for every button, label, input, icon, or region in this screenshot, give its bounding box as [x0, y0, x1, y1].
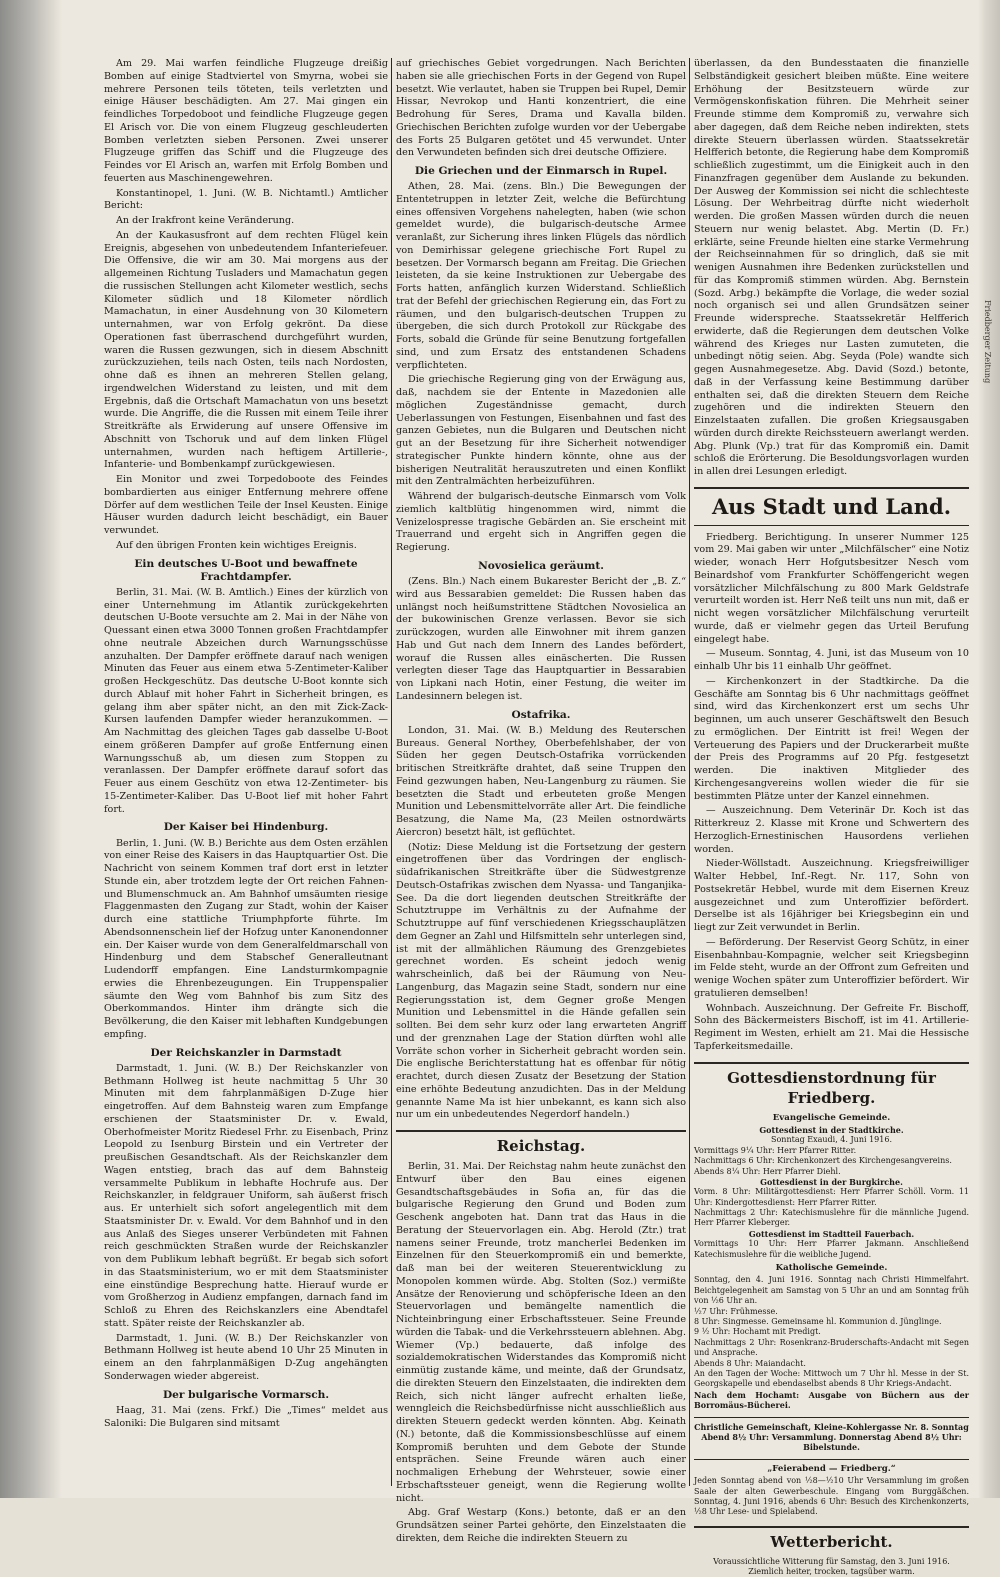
headline-kaiser: Der Kaiser bei Hindenburg. [163, 821, 329, 834]
article-paragraph: überlassen, da den Bundesstaaten die finanzielle Selbständigkeit gesichert bleiben müßte. Eine weitere Erhöhung der Besitzsteuern würde zur Vermögenskonfiskation führen. Die Mehrheit seiner Freunde stimme dem Kompromiß zu, verwahre sich aber dagegen, daß dem Reiche neben indirekten, stets direkte Steuern überlassen würden. Staatssekretär Helfferich betonte, die Regierung habe dem Kompromiß schließlich zugestimmt, um die Einigkeit auch in den Finanzfragen gegenüber dem Auslande zu bekunden. Der Ausweg der Kommission sei nicht die schlechteste Lösung. Der Wehrbeitrag dürfte nicht wiederholt werden. Die großen Massen würden durch die neuen Steuern nur wenig belastet. Abg. Mertin (D. Fr.) erklärte, seine Freunde hielten eine starke Vermehrung der Reichseinnahmen für so dringlich, daß sie mit wenigen Ausnahmen ihre Bedenken zurückstellen und für das Kompromiß stimmen würden. Abg. Bernstein (Sozd. Arbg.) bekämpfte die Vorlage, die weder sozial noch organisch sei und allen Grundsätzen seiner Freunde widerspreche. Staatssekretär Helfferich erwiderte, daß die Regierungen dem deutschen Volke während des Krieges nur Lasten zumuteten, die unbedingt nötig seien. Abg. Seyda (Pole) wandte sich gegen Ausnahmegesetze. Abg. David (Sozd.) betonte, daß in der Verfassung keine Bestimmung darüber enthalten sei, daß die direkten Steuern dem Reiche zugehören und die indirekten Steuern den Einzelstaaten zufallen. Die großen Kriegsausgaben würden durch direkte Reichssteuern awerlangt werden. Abg. Plunk (Vp.) trat für das Kompromiß ein. Damit schloß die Erörterung. Die Besoldungsvorlagen wurden in allen drei Lesungen erledigt. [694, 58, 969, 477]
headline-reichstag: Reichstag. [396, 1130, 686, 1157]
section-heading-gottesdienst: Gottesdienstordnung für Friedberg. [694, 1062, 969, 1109]
service-line: Vormittags 9¼ Uhr: Herr Pfarrer Ritter. [694, 1145, 857, 1155]
article-paragraph: Nieder-Wöllstadt. Auszeichnung. Kriegsfreiwilliger Walter Hebbel, Inf.-Regt. Nr. 117, Sohn von Postsekretär Hebbel, wurde mit dem Eisernen Kreuz ausgezeichnet und zum Unteroffizier befördert. Derselbe ist als 16jähriger bei Kriegsbeginn ein und liegt zur Zeit verwundet in Berlin. [694, 858, 969, 934]
divider [694, 1417, 969, 1418]
article-paragraph: Abg. Graf Westarp (Kons.) betonte, daß er an den Grundsätzen seiner Partei gehörte, den Einzelstaaten die direkten, dem Reiche die indirekten Steuern zu [396, 1507, 686, 1544]
column-left [104, 58, 388, 1488]
service-line: Gottesdienst in der Burgkirche. [760, 1176, 903, 1187]
headline-ostafrika: Ostafrika. [511, 708, 571, 721]
weather-line: Voraussichtliche Witterung für Samstag, den 3. Juni 1916. [713, 1556, 950, 1566]
headline-novosielica: Novosielica geräumt. [478, 559, 604, 572]
article-paragraph: Berlin, 1. Juni. (W. B.) Berichte aus dem Osten erzählen von einer Reise des Kaisers in das Hauptquartier Ost. Die Nachricht von seinem Kommen traf dort erst in letzter Stunde ein, aber trotzdem legte der Ort reichen Fahnen- und Blumenschmuck an. Am Bahnhof umsäumten riesige Flaggenmasten den Zugang zur Stadt, wohin der Kaiser durch eine stattliche Triumphpforte führte. Im Abendsonnenschein lief der Hofzug unter Kanonendonner ein. Der Kaiser wurde von dem Generalfeldmarschall von Hindenburg und dem Stabschef Generalleutnant Ludendorff empfangen. Eine Landsturmkompagnie erwies die Ehrenbezeugungen. Ein Truppenspalier säumte den Weg vom Bahnhof bis zum Sitz des Oberkommandos. Hinter ihm drängte sich die Bevölkerung, die den Kaiser mit lebhaften Kundgebungen empfing. [104, 837, 388, 1040]
notice-christliche-gemeinschaft: Christliche Gemeinschaft, Kleine-Kohlergasse Nr. 8. Sonntag Abend 8½ Uhr: Versammlung. Donnerstag Abend 8½ Uhr: Bibelstunde. [694, 1421, 969, 1453]
column-middle [396, 58, 686, 1544]
column-right [694, 58, 969, 1577]
service-line: Vormittags 10 Uhr: Herr Pfarrer Jakmann. Anschließend Katechismuslehre für die weibliche Jugend. [694, 1239, 969, 1259]
article-paragraph: (Zens. Bln.) Nach einem Bukarester Bericht der „B. Z.“ wird aus Bessarabien gemeldet: Die Russen haben das unlängst noch heißumstrittene Städtchen Novosielica an der bukowinischen Grenze verlassen. Bevor sie sich zurückzogen, wurden alle Einwohner mit ihrem ganzen Hab und Gut nach dem Innern des Landes befördert, worauf die Russen alles einäscherten. Die Russen verlegten dieser Tage das Hauptquartier in Bessarabien von Lipkani nach Hotin, einer Festung, die weiter im Landesinnern belegen ist. [396, 576, 686, 702]
article-paragraph: An der Irakfront keine Veränderung. [116, 215, 295, 226]
notice-feierabend: Jeden Sonntag abend von ½8—½10 Uhr Versammlung im großen Saale der alten Gewerbeschule. Eingang vom Burggäßchen. Sonntag, 4. Juni 1916, abends 6 Uhr: Besuch des Kirchenkonzerts, ½8 Uhr Lese- und Spielabend. [694, 1476, 969, 1517]
article-paragraph: Die griechische Regierung ging von der Erwägung aus, daß, nachdem sie der Entente in Mazedonien alle möglichen Zugeständnisse gemacht, durch Ueberlassungen von Festungen, Eisenbahnen und fast des ganzen Gebietes, nun die Bulgaren und Deutschen nicht gut an der Besetzung für ihre Sicherheit notwendiger strategischer Punkte hindern könnte, ohne aus der bisherigen Neutralität herauszutreten und einen Konflikt mit den Zentralmächten herbeizuführen. [396, 374, 686, 488]
article-paragraph: Auf den übrigen Fronten kein wichtiges Ereignis. [116, 539, 357, 551]
service-line: Gottesdienst in der Stadtkirche. [759, 1124, 904, 1135]
service-line: Gottesdienst im Stadtteil Fauerbach. [748, 1228, 915, 1239]
service-line: Abends 8 Uhr: Maiandacht. [694, 1358, 806, 1368]
article-paragraph: Athen, 28. Mai. (zens. Bln.) Die Bewegungen der Ententetruppen in letzter Zeit, welche die Befürchtung eines offensiven Vorgehens nahelegten, haben (wie schon gemeldet wurde), die bulgarisch-deutsche Armee veranlaßt, zur Sicherung ihres linken Flügels das nördlich von Demirhissar gelegene griechische Fort Rupel zu besetzen. Der Vormarsch begann am Freitag. Die Griechen leisteten, da sie keine Instruktionen zur Uebergabe des Forts hatten, anfänglich kurzen Widerstand. Schließlich trat der Befehl der griechischen Regierung ein, das Fort zu räumen, und den bulgarisch-deutschen Truppen zu übergeben, die sich durch Protokoll zur Rückgabe des Forts, sobald die Gründe für seine Benutzung fortgefallen sind, und zum Ersatz des entstandenen Schadens verpflichteten. [396, 181, 686, 371]
section-heading-stadt-land: Aus Stadt und Land. [694, 487, 969, 526]
headline-rupel: Die Griechen und der Einmarsch in Rupel. [414, 165, 668, 177]
headline-uboot: Ein deutsches U-Boot und bewaffnete Frachtdampfer. [134, 557, 358, 583]
article-paragraph: Ein Monitor und zwei Torpedoboote des Feindes bombardierten aus einiger Entfernung mehrere offene Dörfer auf dem westlichen Teile der Insel Keusten. Einige Häuser wurden dadurch leicht beschädigt, ein Bauer verwundet. [104, 474, 388, 536]
divider [694, 1459, 969, 1460]
article-paragraph: Berlin, 31. Mai. (W. B. Amtlich.) Eines der kürzlich von einer Unternehmung im Atlantik zurückgekehrten deutschen U-Boote versuchte am 2. Mai in der Nähe von Quessant einen etwa 3000 Tonnen großen Frachtdampfer ohne neutrale Abzeichen durch Warnungsschüsse anzuhalten. Der Dampfer eröffnete darauf nach wenigen Minuten das Feuer aus einem etwa 5-Zentimeter-Kaliber großen Heckgeschütz. Das deutsche U-Boot konnte sich durch Ablauf mit hoher Fahrt in Sicherheit bringen, es gelang ihm aber später nicht, an den mit Zick-Zack-Kursen laufenden Dampfer wieder heranzukommen. — Am Nachmittag des gleichen Tages gab dasselbe U-Boot einem größeren Dampfer auf große Entfernung einen Warnungsschuß ab, um diesen zum Stoppen zu veranlassen. Der Dampfer eröffnete darauf sofort das Feuer aus einem Geschütz von etwa 12-Zentimeter- bis 15-Zentimeter-Kaliber. Das U-Boot lief mit hoher Fahrt fort. [104, 586, 388, 815]
service-line: Nach dem Hochamt: Ausgabe von Büchern aus der Borromäus-Bücherei. [694, 1389, 969, 1411]
section-heading-wetter: Wetterbericht. [694, 1526, 969, 1553]
headline-reichskanzler: Der Reichskanzler in Darmstadt [150, 1046, 342, 1059]
column-rule [391, 58, 392, 1486]
article-paragraph: — Auszeichnung. Dem Veterinär Dr. Koch ist das Ritterkreuz 2. Klasse mit Krone und Schwertern des Herzoglich-Ernestinischen Hausordens verliehen worden. [694, 805, 969, 855]
service-line: Vorm. 8 Uhr: Militärgottesdienst: Herr Pfarrer Schöll. Vorm. 11 Uhr: Kindergottesdienst: Herr Pfarrer Ritter. [694, 1187, 969, 1207]
article-paragraph: — Museum. Sonntag, 4. Juni, ist das Museum von 10 einhalb Uhr bis 11 einhalb Uhr geöffnet. [694, 648, 969, 673]
article-paragraph: — Kirchenkonzert in der Stadtkirche. Da die Geschäfte am Sonntag bis 6 Uhr nachmittags geöffnet sind, wird das Kirchenkonzert erst um sechs Uhr beginnen, um auch unserer Geschäftswelt den Besuch zu ermöglichen. Der Eintritt ist frei! Wegen der Verteuerung des Papiers und der Druckerarbeit mußte der Preis des Programms auf 20 Pfg. festgesetzt werden. Die inaktiven Mitglieder des Kirchengesangvereins wollen wieder die für sie bestimmten Plätze unter der Kanzel einnehmen. [694, 675, 969, 802]
article-paragraph: Haag, 31. Mai (zens. Frkf.) Die „Times“ meldet aus Saloniki: Die Bulgaren sind mitsamt [104, 1404, 388, 1429]
article-paragraph: — Beförderung. Der Reservist Georg Schütz, in einer Eisenbahnbau-Kompagnie, welcher seit Kriegsbeginn im Felde steht, wurde an der Offront zum Gefreiten und wenige Wochen später zum Unteroffizier befördert. Wir gratulieren demselben! [694, 936, 969, 999]
subheading-evangelisch: Evangelische Gemeinde. [772, 1112, 891, 1123]
column-rule [689, 58, 690, 1486]
headline-bulgarisch: Der bulgarische Vormarsch. [162, 1388, 330, 1401]
service-line: Nachmittags 2 Uhr: Rosenkranz-Bruderschafts-Andacht mit Segen und Ansprache. [694, 1337, 969, 1358]
article-paragraph: Konstantinopel, 1. Juni. (W. B. Nichtamtl.) Amtlicher Bericht: [104, 187, 388, 212]
service-line: ½7 Uhr: Frühmesse. [694, 1306, 778, 1316]
article-paragraph: An der Kaukasusfront auf dem rechten Flügel kein Ereignis, abgesehen von unbedeutendem Infanteriefeuer. Die Offensive, die wir am 30. Mai morgens aus der allgemeinen Richtung Tusladers und Mamachatun gegen die russischen Stellungen acht Kilometer westlich, sechs Kilometer südlich und 18 Kilometer nördlich Mamachatun, in einer Ausdehnung von 30 Kilometern unternahmen, war von Erfolg gekrönt. Da diese Operationen fast überraschend durchgeführt wurden, waren die Russen gezwungen, sich in diesem Abschnitt zurückzuziehen, teils nach Osten, teils nach Nordosten, ohne daß es ihnen an mehreren Stellen gelang, irgendwelchen Widerstand zu leisten, und mit dem Ergebnis, daß die Ortschaft Mamachatun von uns besetzt wurde. Die Angriffe, die die Russen mit einem Teile ihrer Streitkräfte als Erwiderung auf unsere Offensive im Abschnitt von Tschoruk und auf dem linken Flügel unternahmen, wurden nach heftigem Artillerie-, Infanterie- und Bombenkampf zurückgewiesen. [104, 229, 388, 471]
service-line: Abends 8¼ Uhr: Herr Pfarrer Diehl. [694, 1166, 841, 1176]
subheading-katholisch: Katholische Gemeinde. [775, 1263, 888, 1274]
article-paragraph: Während der bulgarisch-deutsche Einmarsch vom Volk ziemlich kaltblütig hingenommen wird, nimmt die Venizelospresse tragische Gebärden an. Sie erscheint mit Trauerrand und ergeht sich in Angriffen gegen die Regierung. [396, 491, 686, 554]
margin-text-vertical: Friedberger Zeitung [983, 300, 992, 384]
weather-line: Ziemlich heiter, trocken, tagsüber warm. [748, 1567, 915, 1577]
service-line: Nachmittags 6 Uhr: Kirchenkonzert des Kirchengesangvereins. [694, 1156, 952, 1166]
article-paragraph: (Notiz: Diese Meldung ist die Fortsetzung der gestern eingetroffenen über das Vordringen der englisch-südafrikanischen Streitkräfte über die Südwestgrenze Deutsch-Ostafrikas zwischen dem Nyassa- und Tanganjika-See. Da die dort liegenden deutschen Streitkräfte der Schutztruppe im Verhältnis zu der Aufnahme der Schutztruppe auf fünf verschiedenen Kriegsschauplätzen dem Gegner an Zahl und Hilfsmitteln sehr unterlegen sind, ist mit der allmählichen Räumung des Grenzgebietes gerechnet worden. Es scheint jedoch wenig wahrscheinlich, daß bei der Räumung von Neu-Langenburg, das Magazin seine Stadt, sondern nur eine Regierungsstation ist, dem Gegner große Mengen Munition und Lebensmittel in die Hände gefallen sein sollten. Bei dem sehr kurz oder lang erwarteten Angriff und der grenznahen Lage der Station dürften wohl alle Vorräte schon vorher in Sicherheit gebracht worden sein. Die englische Berichterstattung hat es offenbar für nötig erachtet, durch diesen Zusatz der Besetzung der Station eine erhöhte Bedeutung anzudichten. Das in der Meldung genannte Name Ma ist hier unbekannt, es kann sich also nur um ein unbedeutendes Negerdorf handeln.) [396, 841, 686, 1121]
service-line: Sonntag Exaudi, 4. Juni 1916. [771, 1135, 892, 1145]
binding-gutter [0, 0, 62, 1498]
service-line: Sonntag, den 4. Juni 1916. Sonntag nach Christi Himmelfahrt. Beichtgelegenheit am Samstag von 5 Uhr an und am Sonntag früh von ½6 Uhr an. [694, 1275, 969, 1306]
article-paragraph: Am 29. Mai warfen feindliche Flugzeuge dreißig Bomben auf einige Stadtviertel von Smyrna, wobei sie mehrere Personen teils töteten, teils verletzten und einige Häuser beschädigten. Am 27. Mai gingen ein feindliches Torpedoboot und feindliche Flugzeuge gegen El Arisch vor. Die von einem Flugzeug geschleuderten Bomben verletzten sieben Personen. Zwei unserer Flugzeuge griffen das Schiff und die Flugzeuge des Feindes vor El Arisch an, warfen mit Erfolg Bomben und feuerten aus Maschinengewehren. [104, 58, 388, 184]
service-line: 8 Uhr: Singmesse. Gemeinsame hl. Kommunion d. Jünglinge. [694, 1317, 942, 1327]
article-paragraph: London, 31. Mai. (W. B.) Meldung des Reuterschen Bureaus. General Northey, Oberbefehlshaber, der von Süden her gegen Deutsch-Ostafrika vorrückenden britischen Streitkräfte drahtet, daß seine Truppen den Feind gezwungen haben, Neu-Langenburg zu räumen. Sie besetzten die Stadt und erbeuteten große Mengen Munition und Lebensmittelvorräte aller Art. Die feindliche Besatzung, die Name Ma, (23 Meilen ostnordwärts Aiercron) besetzt hält, ist geflüchtet. [396, 724, 686, 838]
service-line: An den Tagen der Woche: Mittwoch um 7 Uhr hl. Messe in der St. Georgskapelle und ebendaselbst abends 8 Uhr Kriegs-Andacht. [694, 1368, 969, 1389]
article-paragraph: Darmstadt, 1. Juni. (W. B.) Der Reichskanzler von Bethmann Hollweg ist heute nachmittag 5 Uhr 30 Minuten mit dem fahrplanmäßigen D-Zuge hier eingetroffen. Auf dem Bahnsteig waren zum Empfange erschienen der Staatsminister Dr. v. Ewald, Oberhofmeister Moritz Riedesel Frhr. zu Eisenbach, Prinz Leopold zu Isenburg Birstein und ein Vertreter der preußischen Gesandtschaft. Als der Reichskanzler dem Wagen entstieg, brach das auf dem Bahnsteig versammelte Publikum in lebhafte Hochrufe aus. Der Reichskanzler, in feldgrauer Uniform, sah äußerst frisch aus. Er unterhielt sich sofort angelegentlich mit dem Staatsminister Dr. v. Ewald. Vor dem Bahnhof und in den aus Anlaß des Sieges unserer Verbündeten mit Fahnen reich geschmückten Straßen wurde der Reichskanzler von dem Publikum lebhaft begrüßt. Er begab sich sofort in das Staatsministerium, wo er mit dem Staatsminister eine einstündige Besprechung hatte. Hierauf wurde er vom Großherzog in Audienz empfangen, darnach fand im Schloß zu Ehren des Reichskanzlers eine Abendtafel statt. Später reiste der Reichskanzler ab. [104, 1062, 388, 1329]
article-paragraph: Wohnbach. Auszeichnung. Der Gefreite Fr. Bischoff, Sohn des Bäckermeisters Bischoff, ist im 41. Artillerie-Regiment im Westen, erhielt am 21. Mai die Hessische Tapferkeitsmedaille. [694, 1002, 969, 1052]
service-line: 9 ½ Uhr: Hochamt mit Predigt. [694, 1327, 821, 1337]
notice-feierabend-title: „Feierabend — Friedberg.“ [767, 1463, 896, 1474]
article-paragraph: Darmstadt, 1. Juni. (W. B.) Der Reichskanzler von Bethmann Hollweg ist heute abend 10 Uhr 25 Minuten in einem an den fahrplanmäßigen D-Zug angehängten Sonderwagen wieder abgereist. [104, 1332, 388, 1382]
article-paragraph: Friedberg. Berichtigung. In unserer Nummer 125 vom 29. Mai gaben wir unter „Milchfälscher“ eine Notiz wieder, wonach Herr Hofgutsbesitzer Nesch vom Beinardshof vom Frankfurter Schöffengericht wegen vorsätzlicher Milchfälschung zu 800 Mark Geldstrafe verurteilt worden ist. Herr Neß teilt uns nun mit, daß er nicht wegen vorsätzlicher Milchfälschung verurteilt wurde, daß er vielmehr gegen das Urteil Berufung eingelegt habe. [694, 531, 969, 645]
service-line: Nachmittags 2 Uhr: Katechismuslehre für die männliche Jugend. Herr Pfarrer Kleberger. [694, 1208, 969, 1228]
article-paragraph: auf griechisches Gebiet vorgedrungen. Nach Berichten haben sie alle griechischen Forts in der Gegend von Rupel besetzt. Wie verlautet, haben sie Truppen bei Rupel, Demir Hissar, Nevrokop und Hanti konzentriert, die eine Bedrohung für Seres, Drama und Kavalla bilden. Griechischen Berichten zufolge wurden vor der Uebergabe des Forts 25 Bulgaren getötet und 45 verwundet. Unter den Verwundeten befinden sich drei deutsche Offiziere. [396, 58, 686, 159]
article-paragraph: Berlin, 31. Mai. Der Reichstag nahm heute zunächst den Entwurf über den Bau eines eigenen Gesandtschaftsgebäudes in Sofia an, für das die bulgarische Regierung den Grund und Boden zum Geschenk angeboten hat. Dann trat das Haus in die Beratung der Steuervorlagen ein. Abg. Herold (Ztr.) trat namens seiner Freunde, trotz mancherlei Bedenken im Einzelnen für den Steuerkompromiß ein und bemerkte, daß man bei der weiteren Steuerentwicklung zu Monopolen kommen würde. Abg. Stolten (Soz.) vermißte Ansätze der Renovierung und schöpferische Ideen an den Steuervorlagen und bemängelte namentlich die Nichteinbringung einer Erbschaftssteuer. Seine Freunde würden die Tabak- und die Verkehrssteuern ablehnen. Abg. Wiemer (Vp.) bedauerte, daß infolge des sozialdemokratischen Widerstandes das Kompromiß nicht einmütig zustande käme, und meinte, daß der Grundsatz, die direkten Steuern den Einzelstaaten, die indirekten dem Reich, sich nicht länger aufrecht erhalten ließe, wenngleich die Reichsbedürfnisse nicht ausschließlich aus direkten Steuern gedeckt werden könnten. Abg. Keinath (N.) betonte, daß die Kommissionsbeschlüsse auf einem Kompromiß beruhten und dem Gebote der Stunde entsprächen. Seine Freunde wären auch einer nochmaligen Erhebung der Wehrsteuer, sowie einer Erbschaftssteuer geneigt, wenn die Regierung wollte nicht. [396, 1161, 686, 1504]
